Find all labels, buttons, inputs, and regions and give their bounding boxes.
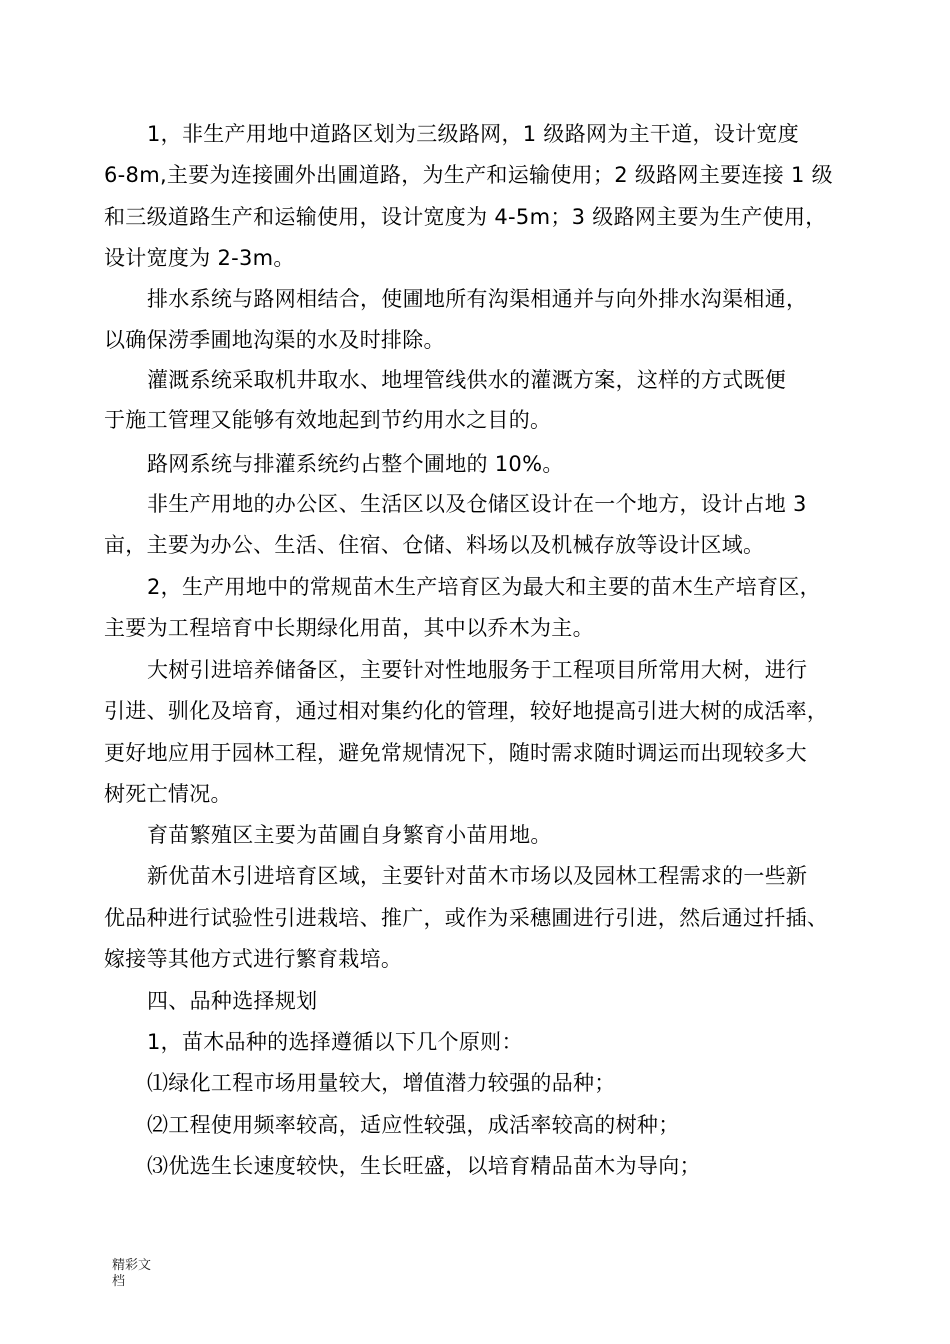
paragraph-line: 更好地应用于园林工程，避免常规情况下，随时需求随时调运而出现较多大 [104, 741, 807, 765]
page-footer: 精彩文档 [112, 1258, 152, 1289]
paragraph-line: 优品种进行试验性引进栽培、推广，或作为采穗圃进行引进，然后通过扦插、 [104, 906, 829, 930]
section-heading: 四、品种选择规划 [147, 989, 318, 1013]
paragraph-line: 新优苗木引进培育区域，主要针对苗木市场以及园林工程需求的一些新 [147, 864, 808, 888]
paragraph-line: 灌溉系统采取机井取水、地埋管线供水的灌溉方案，这样的方式既便 [147, 368, 786, 392]
paragraph-line: 非生产用地的办公区、生活区以及仓储区设计在一个地方，设计占地 3 [147, 492, 807, 516]
paragraph-line: 设计宽度为 2-3m。 [104, 246, 295, 270]
paragraph-line: 排水系统与路网相结合，使圃地所有沟渠相通并与向外排水沟渠相通， [147, 287, 808, 311]
list-item: ⑴绿化工程市场用量较大，增值潜力较强的品种； [147, 1071, 616, 1095]
paragraph-line: 和三级道路生产和运输使用，设计宽度为 4-5m；3 级路网主要为生产使用， [104, 205, 827, 229]
paragraph-line: 引进、驯化及培育，通过相对集约化的管理，较好地提高引进大树的成活率， [104, 699, 829, 723]
paragraph-line: 路网系统与排灌系统约占整个圃地的 10%。 [147, 452, 564, 476]
list-item: ⑶优选生长速度较快，生长旺盛，以培育精品苗木为导向； [147, 1154, 701, 1178]
paragraph-line: 大树引进培养储备区，主要针对性地服务于工程项目所常用大树，进行 [147, 658, 808, 682]
paragraph-line: 2，生产用地中的常规苗木生产培育区为最大和主要的苗木生产培育区， [147, 575, 821, 599]
paragraph-line: 于施工管理又能够有效地起到节约用水之目的。 [104, 408, 552, 432]
paragraph-line: 亩，主要为办公、生活、住宿、仓储、料场以及机械存放等设计区域。 [104, 533, 765, 557]
paragraph-line: 树死亡情况。 [104, 782, 232, 806]
list-item: ⑵工程使用频率较高，适应性较强，成活率较高的树种； [147, 1113, 680, 1137]
paragraph-line: 1，非生产用地中道路区划为三级路网，1 级路网为主干道，设计宽度 [147, 122, 799, 146]
paragraph-line: 主要为工程培育中长期绿化用苗，其中以乔木为主。 [104, 616, 594, 640]
paragraph-line: 嫁接等其他方式进行繁育栽培。 [104, 947, 403, 971]
paragraph-line: 1，苗木品种的选择遵循以下几个原则： [147, 1030, 523, 1054]
paragraph-line: 6-8m,主要为连接圃外出圃道路，为生产和运输使用；2 级路网主要连接 1 级 [104, 163, 833, 187]
paragraph-line: 以确保涝季圃地沟渠的水及时排除。 [104, 328, 445, 352]
paragraph-line: 育苗繁殖区主要为苗圃自身繁育小苗用地。 [147, 823, 552, 847]
